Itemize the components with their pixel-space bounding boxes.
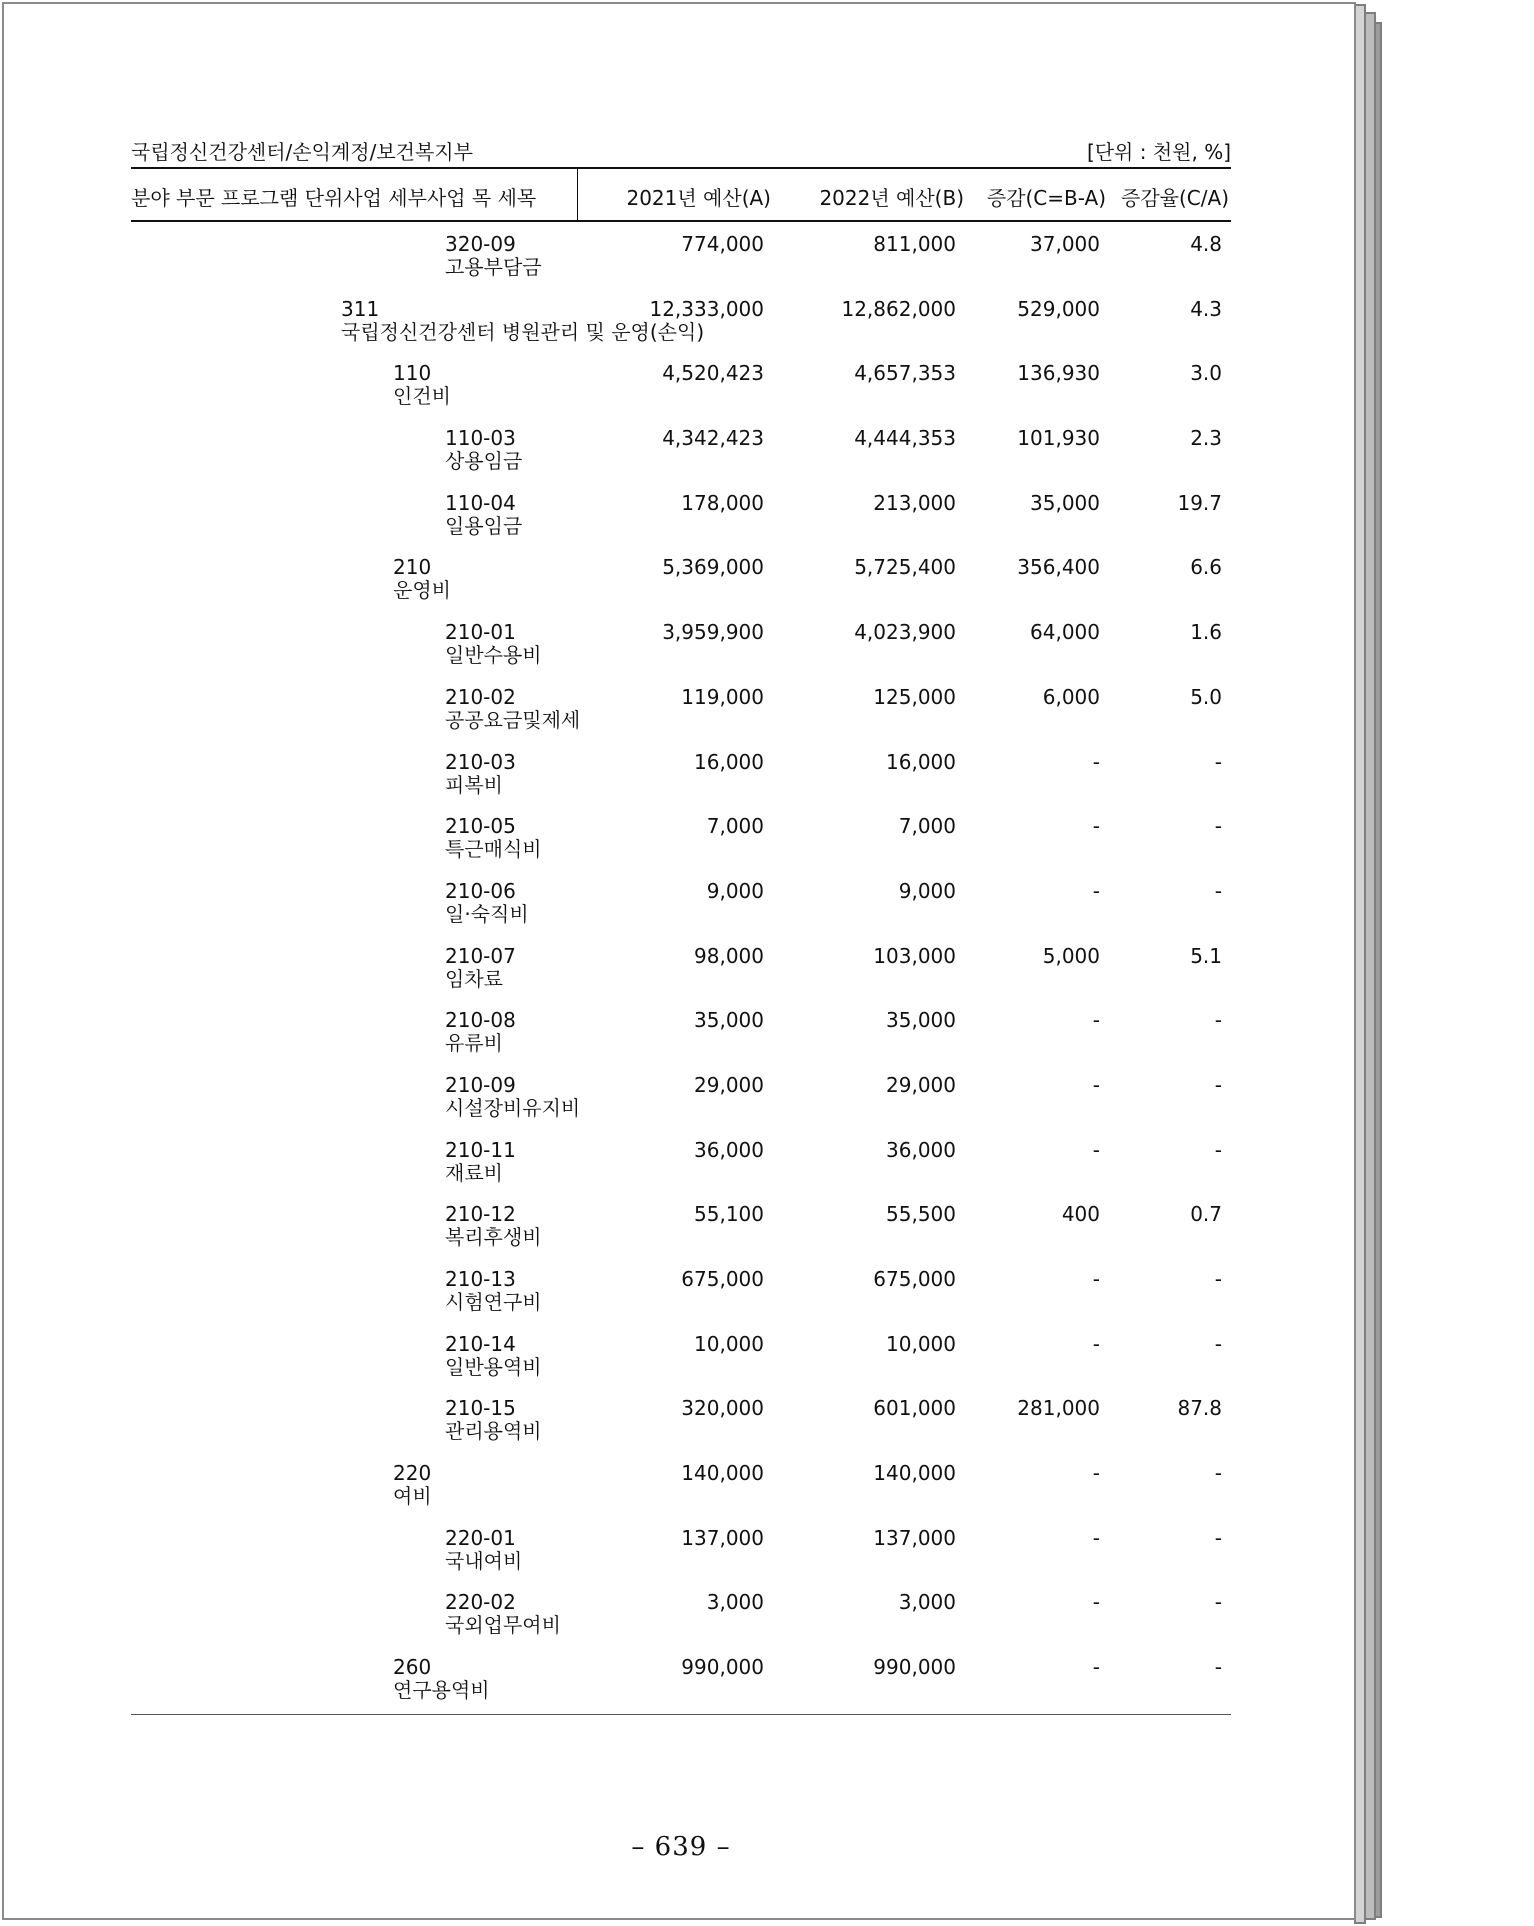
change-rate-cell: -	[1214, 749, 1222, 774]
item-name: 고용부담금	[445, 255, 542, 279]
budget-2022-cell: 12,862,000	[841, 296, 956, 321]
budget-2022-cell: 811,000	[873, 232, 956, 256]
document-section-title: 국립정신건강센터/손익계정/보건복지부	[131, 140, 473, 164]
table-row	[131, 416, 1231, 481]
change-rate-cell: -	[1214, 1267, 1222, 1291]
change-cell: -	[1092, 1655, 1100, 1680]
budget-2021-cell: 137,000	[681, 1525, 764, 1550]
change-cell: -	[1092, 1072, 1100, 1097]
change-rate-cell: 6.6	[1190, 555, 1222, 580]
change-rate-cell: -	[1214, 1072, 1222, 1097]
budget-2022-cell: 5,725,400	[854, 555, 956, 580]
budget-2022-cell: 16,000	[886, 749, 956, 774]
budget-2021-cell: 7,000	[706, 814, 764, 839]
budget-2022-cell: 7,000	[898, 814, 956, 839]
budget-2022-cell: 3,000	[898, 1590, 956, 1615]
table-row	[131, 1063, 1231, 1128]
change-rate-cell: 2.3	[1190, 426, 1222, 451]
item-name: 재료비	[445, 1160, 503, 1185]
item-code: 210-15	[445, 1396, 516, 1421]
item-name: 인건비	[393, 384, 451, 409]
item-name: 상용임금	[445, 449, 523, 474]
budget-2022-cell: 35,000	[886, 1008, 956, 1033]
column-header-2022-budget: 2022년 예산(B)	[819, 186, 964, 210]
item-name: 시설장비유지비	[445, 1095, 581, 1120]
item-code: 210-13	[445, 1267, 516, 1291]
budget-2022-cell: 4,657,353	[854, 361, 956, 386]
item-code: 220	[393, 1461, 432, 1486]
change-cell: -	[1092, 878, 1100, 903]
item-code: 110-03	[445, 426, 516, 451]
item-code: 210-02	[445, 684, 516, 709]
change-cell: -	[1092, 1331, 1100, 1356]
item-name: 여비	[393, 1484, 432, 1509]
table-row	[131, 869, 1231, 934]
change-cell: -	[1092, 1267, 1100, 1291]
change-rate-cell: -	[1214, 814, 1222, 839]
table-header-row	[131, 167, 1231, 222]
item-name: 일용임금	[445, 513, 523, 538]
budget-2021-cell: 675,000	[681, 1267, 764, 1291]
item-name: 국내여비	[445, 1548, 523, 1573]
change-rate-cell: 87.8	[1177, 1396, 1222, 1421]
item-name: 일·숙직비	[445, 901, 529, 926]
table-row	[131, 351, 1231, 416]
table-row	[131, 1580, 1231, 1645]
budget-table	[131, 167, 1231, 1710]
item-code: 311	[341, 296, 380, 321]
item-code: 210-06	[445, 878, 516, 903]
item-code: 210-11	[445, 1137, 516, 1162]
change-cell: -	[1092, 1590, 1100, 1615]
item-name: 관리용역비	[445, 1419, 542, 1444]
table-row	[131, 545, 1231, 610]
table-row	[131, 804, 1231, 869]
budget-2022-cell: 36,000	[886, 1137, 956, 1162]
change-cell: 35,000	[1030, 490, 1100, 515]
item-name: 공공요금및제세	[445, 707, 581, 732]
change-rate-cell: 3.0	[1190, 361, 1222, 386]
unit-label: [단위 : 천원, %]	[1086, 140, 1231, 164]
budget-2021-cell: 98,000	[694, 943, 764, 968]
item-name: 일반수용비	[445, 643, 542, 668]
budget-2021-cell: 29,000	[694, 1072, 764, 1097]
change-cell: -	[1092, 814, 1100, 839]
budget-2021-cell: 35,000	[694, 1008, 764, 1033]
budget-2021-cell: 3,000	[706, 1590, 764, 1615]
item-code: 110-04	[445, 490, 516, 515]
table-row	[131, 287, 1231, 352]
table-row	[131, 998, 1231, 1063]
budget-2021-cell: 990,000	[681, 1655, 764, 1680]
table-bottom-rule	[131, 1714, 1231, 1715]
item-code: 260	[393, 1655, 432, 1680]
table-row	[131, 1516, 1231, 1581]
table-row	[131, 1192, 1231, 1257]
column-header-classification: 분야 부문 프로그램 단위사업 세부사업 목 세목	[131, 186, 537, 210]
table-row	[131, 1128, 1231, 1193]
change-cell: -	[1092, 1461, 1100, 1486]
budget-2021-cell: 774,000	[681, 232, 764, 256]
table-row	[131, 1451, 1231, 1516]
budget-2022-cell: 990,000	[873, 1655, 956, 1680]
change-rate-cell: -	[1214, 1008, 1222, 1033]
budget-2021-cell: 140,000	[681, 1461, 764, 1486]
item-code: 210-14	[445, 1331, 516, 1356]
item-name: 임차료	[445, 966, 503, 991]
column-header-2021-budget: 2021년 예산(A)	[626, 186, 771, 210]
budget-2021-cell: 55,100	[694, 1202, 764, 1227]
budget-2021-cell: 320,000	[681, 1396, 764, 1421]
item-name: 운영비	[393, 578, 451, 603]
item-name: 국립정신건강센터 병원관리 및 운영(손익)	[341, 319, 705, 344]
change-cell: -	[1092, 749, 1100, 774]
change-cell: 37,000	[1030, 232, 1100, 256]
change-rate-cell: 19.7	[1177, 490, 1222, 515]
budget-2022-cell: 213,000	[873, 490, 956, 515]
budget-2022-cell: 10,000	[886, 1331, 956, 1356]
table-body	[131, 222, 1231, 1710]
item-name: 일반용역비	[445, 1354, 542, 1379]
header-divider	[577, 169, 578, 220]
change-rate-cell: 5.1	[1190, 943, 1222, 968]
change-cell: 400	[1061, 1202, 1100, 1227]
change-rate-cell: -	[1214, 1655, 1222, 1680]
item-code: 110	[393, 361, 432, 386]
budget-2022-cell: 4,444,353	[854, 426, 956, 451]
table-row	[131, 481, 1231, 546]
table-row	[131, 934, 1231, 999]
budget-2022-cell: 9,000	[898, 878, 956, 903]
item-name: 복리후생비	[445, 1225, 542, 1250]
item-name: 국외업무여비	[445, 1613, 561, 1638]
change-cell: 5,000	[1042, 943, 1100, 968]
budget-2021-cell: 178,000	[681, 490, 764, 515]
item-name: 유류비	[445, 1031, 503, 1056]
change-rate-cell: 1.6	[1190, 620, 1222, 645]
change-cell: 529,000	[1017, 296, 1100, 321]
item-code: 210-09	[445, 1072, 516, 1097]
change-cell: 356,400	[1017, 555, 1100, 580]
change-rate-cell: 4.8	[1190, 232, 1222, 256]
item-code: 220-01	[445, 1525, 516, 1550]
column-header-change-rate: 증감율(C/A)	[1121, 186, 1229, 210]
change-rate-cell: 4.3	[1190, 296, 1222, 321]
change-rate-cell: -	[1214, 878, 1222, 903]
change-rate-cell: -	[1214, 1590, 1222, 1615]
table-row	[131, 740, 1231, 805]
table-row	[131, 1257, 1231, 1322]
budget-2021-cell: 5,369,000	[662, 555, 764, 580]
change-cell: 281,000	[1017, 1396, 1100, 1421]
change-cell: 6,000	[1042, 684, 1100, 709]
budget-2021-cell: 119,000	[681, 684, 764, 709]
change-rate-cell: -	[1214, 1137, 1222, 1162]
budget-2021-cell: 12,333,000	[649, 296, 764, 321]
table-row	[131, 1322, 1231, 1387]
budget-2022-cell: 29,000	[886, 1072, 956, 1097]
page-number: – 639 –	[631, 1832, 731, 1862]
change-rate-cell: 0.7	[1190, 1202, 1222, 1227]
budget-2021-cell: 10,000	[694, 1331, 764, 1356]
table-header-line	[131, 136, 1231, 166]
item-name: 시험연구비	[445, 1290, 542, 1314]
item-code: 220-02	[445, 1590, 516, 1615]
table-row	[131, 222, 1231, 287]
column-header-change: 증감(C=B-A)	[986, 186, 1106, 210]
budget-2022-cell: 140,000	[873, 1461, 956, 1486]
item-code: 210-05	[445, 814, 516, 839]
budget-2022-cell: 4,023,900	[854, 620, 956, 645]
budget-2021-cell: 36,000	[694, 1137, 764, 1162]
change-rate-cell: -	[1214, 1461, 1222, 1486]
change-cell: 136,930	[1017, 361, 1100, 386]
item-code: 210-07	[445, 943, 516, 968]
item-code: 210-08	[445, 1008, 516, 1033]
table-row	[131, 610, 1231, 675]
budget-2022-cell: 601,000	[873, 1396, 956, 1421]
item-name: 피복비	[445, 772, 503, 797]
item-code: 210-12	[445, 1202, 516, 1227]
change-cell: 101,930	[1017, 426, 1100, 451]
change-cell: -	[1092, 1525, 1100, 1550]
budget-2021-cell: 4,520,423	[662, 361, 764, 386]
budget-2022-cell: 675,000	[873, 1267, 956, 1291]
budget-2021-cell: 4,342,423	[662, 426, 764, 451]
table-row	[131, 675, 1231, 740]
change-cell: 64,000	[1030, 620, 1100, 645]
change-rate-cell: 5.0	[1190, 684, 1222, 709]
document-page	[2, 2, 1356, 1920]
item-code: 210	[393, 555, 432, 580]
item-code: 210-01	[445, 620, 516, 645]
budget-2021-cell: 16,000	[694, 749, 764, 774]
table-row	[131, 1386, 1231, 1451]
item-code: 320-09	[445, 232, 516, 256]
item-name: 연구용역비	[393, 1678, 490, 1703]
budget-2022-cell: 137,000	[873, 1525, 956, 1550]
change-cell: -	[1092, 1008, 1100, 1033]
item-name: 특근매식비	[445, 837, 542, 862]
budget-2021-cell: 3,959,900	[662, 620, 764, 645]
item-code: 210-03	[445, 749, 516, 774]
budget-2022-cell: 125,000	[873, 684, 956, 709]
change-rate-cell: -	[1214, 1331, 1222, 1356]
table-row	[131, 1645, 1231, 1710]
budget-2022-cell: 55,500	[886, 1202, 956, 1227]
budget-2022-cell: 103,000	[873, 943, 956, 968]
budget-2021-cell: 9,000	[706, 878, 764, 903]
change-cell: -	[1092, 1137, 1100, 1162]
change-rate-cell: -	[1214, 1525, 1222, 1550]
